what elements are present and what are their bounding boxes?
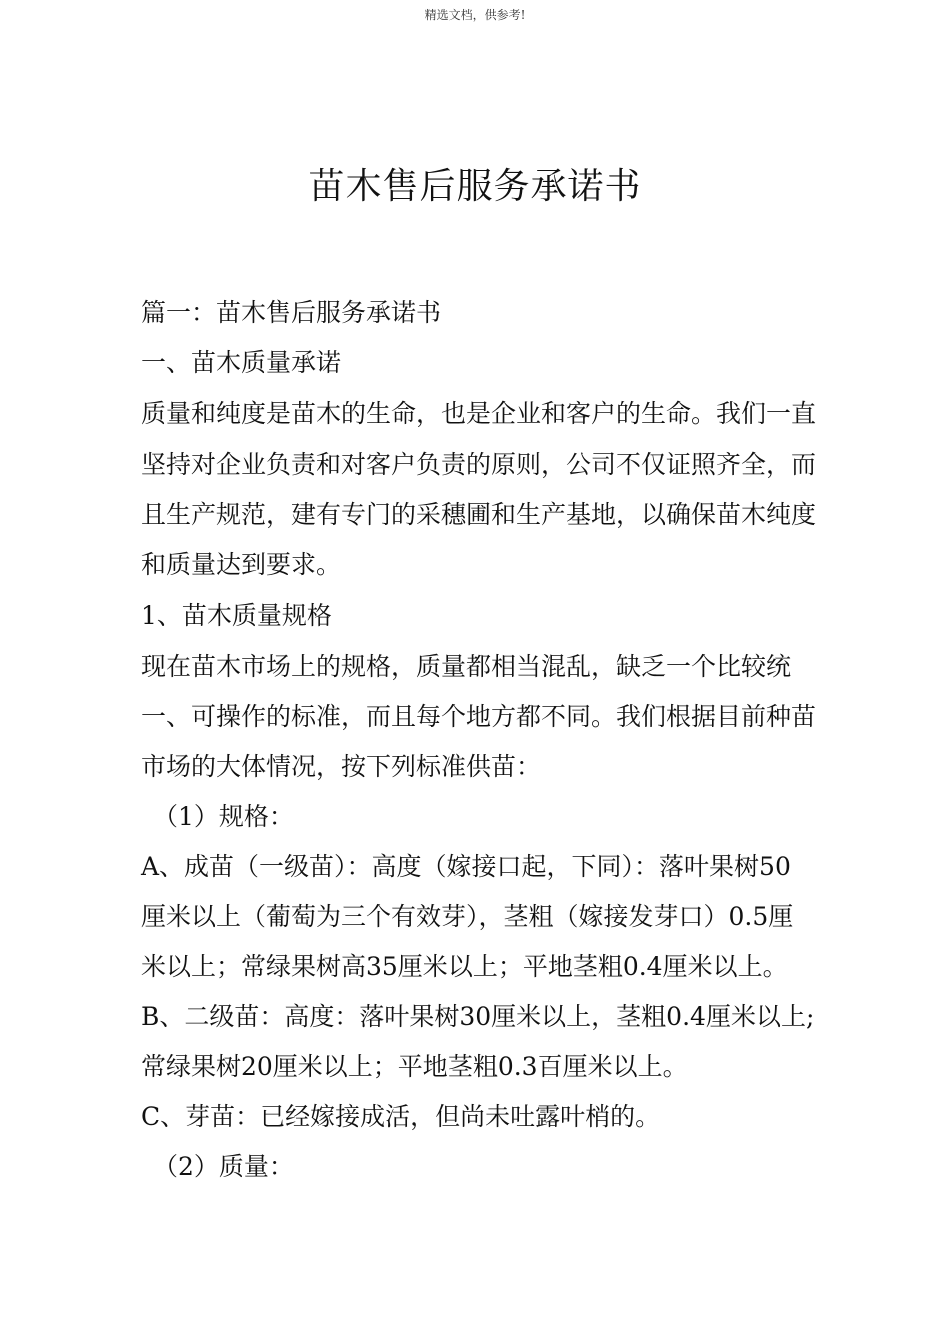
body-line: 常绿果树20厘米以上；平地茎粗0.3百厘米以上。 (141, 1052, 688, 1081)
item-heading: 1、苗木质量规格 (141, 601, 332, 630)
body-line: 现在苗木市场上的规格，质量都相当混乱，缺乏一个比较统 (141, 652, 792, 681)
body-line: B、二级苗：高度：落叶果树30厘米以上，茎粗0.4厘米以上; (141, 1002, 815, 1031)
body-line: C、芽苗：已经嫁接成活，但尚未吐露叶梢的。 (141, 1102, 661, 1131)
section-heading: 篇一：苗木售后服务承诺书 (141, 298, 442, 327)
body-line: A、成苗（一级苗）：高度（嫁接口起，下同）：落叶果树50 (141, 852, 791, 881)
body-line: 坚持对企业负责和对客户负责的原则，公司不仅证照齐全，而 (141, 450, 817, 479)
body-line: 一、可操作的标准，而且每个地方都不同。我们根据目前种苗 (141, 702, 817, 731)
body-line: 和质量达到要求。 (141, 550, 342, 579)
subsection-heading: 一、苗木质量承诺 (141, 348, 342, 377)
list-heading: （2）质量： (153, 1152, 294, 1181)
body-line: 市场的大体情况，按下列标准供苗： (141, 752, 542, 781)
body-line: 质量和纯度是苗木的生命，也是企业和客户的生命。我们一直 (141, 399, 817, 428)
header-note: 精选文档，供参考! (424, 8, 526, 22)
body-line: 米以上；常绿果树高35厘米以上；平地茎粗0.4厘米以上。 (141, 952, 788, 981)
list-heading: （1）规格： (153, 802, 294, 831)
document-title: 苗木售后服务承诺书 (308, 166, 642, 207)
body-line: 且生产规范，建有专门的采穗圃和生产基地，以确保苗木纯度 (141, 500, 817, 529)
body-line: 厘米以上（葡萄为三个有效芽），茎粗（嫁接发芽口）0.5厘 (141, 902, 794, 931)
